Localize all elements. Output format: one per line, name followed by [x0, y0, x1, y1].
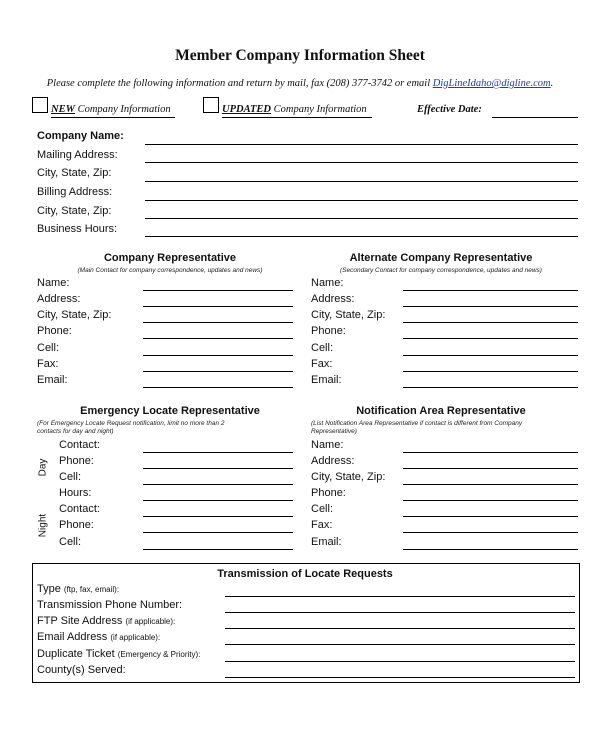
emergency-hours-label: Hours:	[59, 487, 92, 499]
rep-address-label: Address:	[37, 293, 81, 305]
ftp-site-line[interactable]	[225, 628, 575, 629]
effective-date-label: Effective Date:	[417, 104, 482, 115]
city-state-zip-label: City, State, Zip:	[37, 167, 112, 179]
billing-address-line[interactable]	[145, 200, 578, 201]
emergency-rep-title: Emergency Locate Representative	[80, 405, 260, 417]
city-state-zip-label-2: City, State, Zip:	[37, 205, 112, 217]
duplicate-ticket-line[interactable]	[225, 661, 575, 662]
alt-email-label: Email:	[311, 374, 342, 386]
type-label: Type (ftp, fax, email):	[37, 583, 120, 595]
alt-address-label: Address:	[311, 293, 355, 305]
rep-fax-label: Fax:	[37, 358, 59, 370]
emergency-day-contact-line[interactable]	[143, 452, 293, 453]
alt-csz-line[interactable]	[403, 322, 578, 323]
emergency-night-cell-line[interactable]	[143, 549, 293, 550]
notification-rep-title: Notification Area Representative	[356, 405, 526, 417]
alt-name-line[interactable]	[403, 290, 578, 291]
alt-cell-line[interactable]	[403, 355, 578, 356]
company-rep-note: (Main Contact for company correspondence, updates and news)	[77, 267, 263, 274]
night-label: Night	[37, 513, 49, 538]
new-company-label: NEW Company Information	[51, 104, 171, 115]
rep-email-line[interactable]	[143, 387, 293, 388]
emergency-day-contact-label: Contact:	[59, 439, 100, 451]
email-address-line[interactable]	[225, 644, 575, 645]
county-served-label: County(s) Served:	[37, 664, 126, 676]
notif-fax-line[interactable]	[403, 532, 578, 533]
emergency-night-phone-line[interactable]	[143, 532, 293, 533]
notif-csz-label: City, State, Zip:	[311, 471, 386, 483]
emergency-day-phone-label: Phone:	[59, 455, 94, 467]
mailing-address-label: Mailing Address:	[37, 149, 118, 161]
transmission-phone-line[interactable]	[225, 612, 575, 613]
updated-company-checkbox[interactable]	[203, 97, 219, 113]
rep-csz-label: City, State, Zip:	[37, 309, 112, 321]
page-title: Member Company Information Sheet	[175, 47, 425, 64]
notif-cell-label: Cell:	[311, 503, 334, 515]
rep-phone-line[interactable]	[143, 338, 293, 339]
instructions	[0, 78, 600, 89]
mailing-address-line[interactable]	[145, 162, 578, 163]
alt-fax-line[interactable]	[403, 371, 578, 372]
alt-phone-label: Phone:	[311, 325, 346, 337]
emergency-night-cell-label: Cell:	[59, 536, 82, 548]
transmission-phone-label: Transmission Phone Number:	[37, 599, 183, 611]
new-underline	[51, 117, 175, 118]
emergency-night-contact-line[interactable]	[143, 516, 293, 517]
alt-name-label: Name:	[311, 277, 344, 289]
notif-name-label: Name:	[311, 439, 344, 451]
notif-email-label: Email:	[311, 536, 342, 548]
city-state-zip-line[interactable]	[145, 181, 578, 182]
notif-cell-line[interactable]	[403, 516, 578, 517]
rep-csz-line[interactable]	[143, 322, 293, 323]
rep-address-line[interactable]	[143, 306, 293, 307]
notif-name-line[interactable]	[403, 452, 578, 453]
email-link[interactable]: DigLineIdaho@digline.com	[432, 78, 551, 89]
alt-csz-label: City, State, Zip:	[311, 309, 386, 321]
company-name-line[interactable]	[145, 144, 578, 145]
notif-email-line[interactable]	[403, 549, 578, 550]
ftp-site-label: FTP Site Address (if applicable):	[37, 615, 176, 627]
rep-fax-line[interactable]	[143, 371, 293, 372]
rep-name-label: Name:	[37, 277, 70, 289]
billing-address-label: Billing Address:	[37, 186, 113, 198]
emergency-note-1: (For Emergency Locate Request notification, limit no more than 2	[37, 420, 225, 427]
alt-rep-title: Alternate Company Representative	[349, 252, 533, 264]
emergency-day-cell-line[interactable]	[143, 484, 293, 485]
city-state-zip-line-2[interactable]	[145, 218, 578, 219]
transmission-title: Transmission of Locate Requests	[217, 568, 393, 580]
rep-cell-label: Cell:	[37, 342, 60, 354]
updated-company-label: UPDATED Company Information	[222, 104, 367, 115]
rep-email-label: Email:	[37, 374, 68, 386]
alt-fax-label: Fax:	[311, 358, 333, 370]
company-name-label: Company Name:	[37, 130, 124, 142]
business-hours-line[interactable]	[145, 236, 578, 237]
duplicate-ticket-label: Duplicate Ticket (Emergency & Priority):	[37, 648, 201, 660]
company-rep-title: Company Representative	[103, 252, 237, 264]
emergency-night-contact-label: Contact:	[59, 503, 100, 515]
alt-address-line[interactable]	[403, 306, 578, 307]
county-served-line[interactable]	[225, 677, 575, 678]
notif-fax-label: Fax:	[311, 519, 333, 531]
effective-date-line[interactable]	[492, 117, 578, 118]
rep-cell-line[interactable]	[143, 355, 293, 356]
alt-rep-note: (Secondary Contact for company correspondence, updates and news)	[340, 267, 542, 274]
notif-address-line[interactable]	[403, 468, 578, 469]
notif-phone-line[interactable]	[403, 500, 578, 501]
instructions-end: .	[550, 78, 554, 89]
rep-name-line[interactable]	[143, 290, 293, 291]
notification-note-2: Representative)	[311, 428, 357, 435]
new-company-checkbox[interactable]	[32, 97, 48, 113]
notif-phone-label: Phone:	[311, 487, 346, 499]
alt-cell-label: Cell:	[311, 342, 334, 354]
emergency-note-2: contacts for day and night)	[37, 428, 114, 435]
type-line[interactable]	[225, 596, 575, 597]
notif-csz-line[interactable]	[403, 484, 578, 485]
instructions-text: Please complete the following information and return by mail, fax (208) 377-3742 or email	[46, 78, 433, 89]
business-hours-label: Business Hours:	[37, 223, 118, 235]
emergency-day-cell-label: Cell:	[59, 471, 82, 483]
alt-email-line[interactable]	[403, 387, 578, 388]
emergency-day-phone-line[interactable]	[143, 468, 293, 469]
notification-note-1: (List Notification Area Representative if contact is different from Company	[311, 420, 523, 427]
emergency-night-phone-label: Phone:	[59, 519, 94, 531]
updated-underline	[222, 117, 372, 118]
day-label: Day	[37, 458, 49, 477]
rep-phone-label: Phone:	[37, 325, 72, 337]
emergency-hours-line[interactable]	[143, 500, 293, 501]
notif-address-label: Address:	[311, 455, 355, 467]
email-address-label: Email Address (if applicable):	[37, 631, 161, 643]
alt-phone-line[interactable]	[403, 338, 578, 339]
